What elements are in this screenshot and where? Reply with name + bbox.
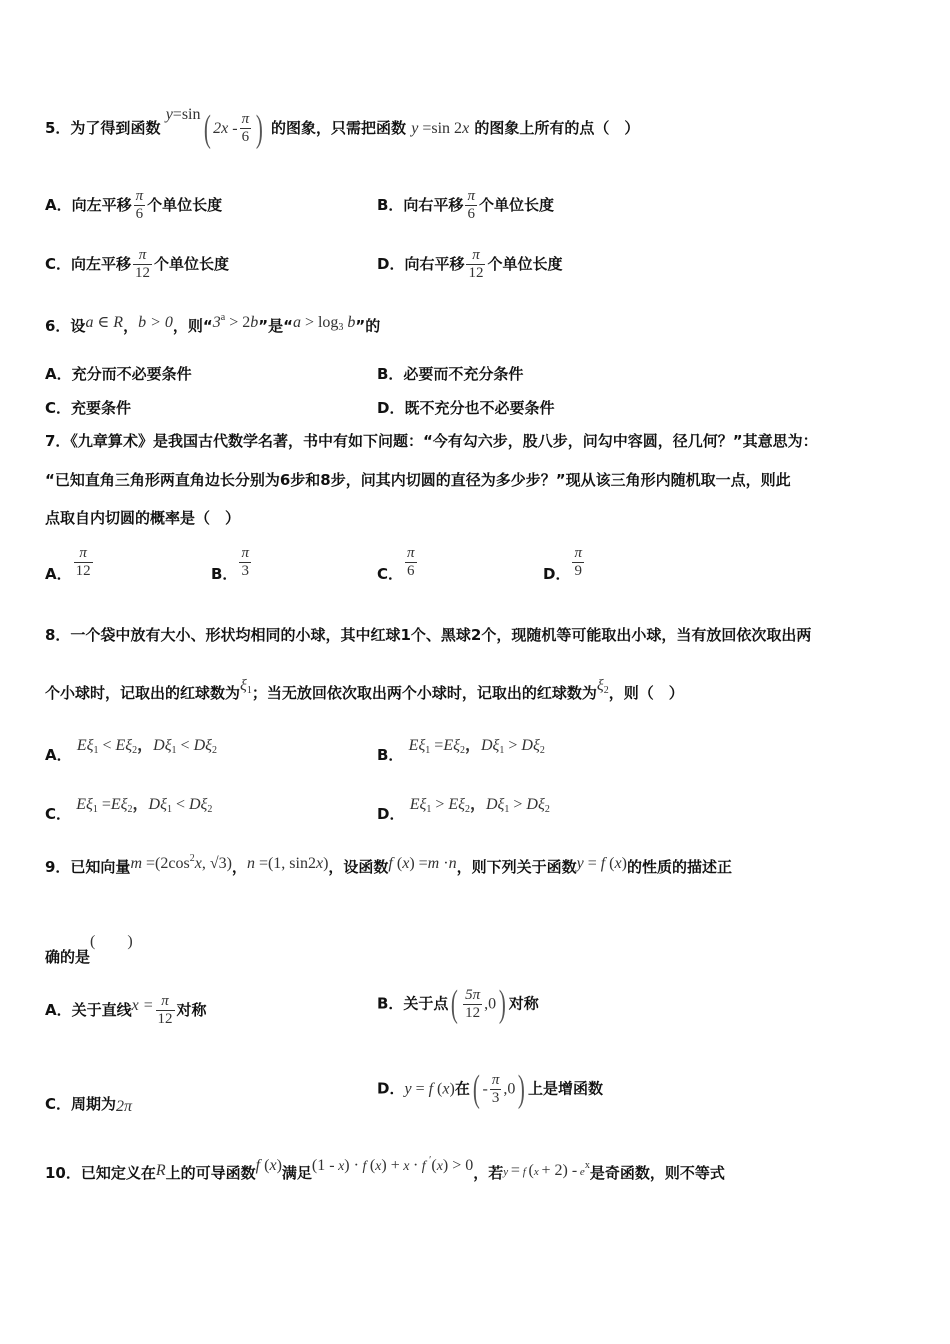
q6-stem: 6．设a ∈ R，b > 0，则“3$^a$ > 2b”是“$a > \log_3 b$”的 bbox=[45, 312, 381, 335]
q10-stem: 10．已知定义在R上的可导函数f (x)满足(1 - x) · f (x) + x · f ′(x) > 0，若$^{y = f (x + 2) - ex}$是奇函数，则不等式 bbox=[45, 1155, 725, 1182]
q9-d-expr: y = f (x) bbox=[404, 1080, 455, 1098]
q5-formula-y: y bbox=[165, 106, 173, 123]
q5-formula2: y =sin 2x bbox=[411, 120, 470, 137]
q9-d-rparen: ) bbox=[518, 1068, 526, 1110]
q9-f-def: f (x) =m ·n bbox=[388, 855, 457, 872]
q5-stem-text-b: 的图象，只需把函数 bbox=[271, 119, 407, 137]
q5-option-c[interactable]: C．向左平移 $\frac{\pi}{12}$ 个单位长度 bbox=[45, 247, 230, 281]
q5-option-d[interactable]: D．向右平移 $\frac{\pi}{12}$ 个单位长度 bbox=[377, 247, 563, 281]
q9-option-d[interactable]: D．y = f (x)在( - $\frac{\pi}{3}$ ,0) 上是增函数 bbox=[377, 1068, 603, 1110]
q9-c-val: 2π bbox=[116, 1098, 133, 1115]
q8-xi1: $\xi_1$ bbox=[240, 677, 252, 696]
q8-b-expr: $E\xi_1 =E\xi_2$，$D\xi_1 > D\xi_2$ bbox=[408, 737, 545, 756]
q10-fx: f (x) bbox=[255, 1157, 282, 1174]
q5-option-b[interactable]: B．向右平移 $\frac{\pi}{6}$ 个单位长度 bbox=[377, 188, 554, 222]
q5-a-frac: $\frac{\pi}{6}$ bbox=[135, 188, 144, 222]
q9-option-b[interactable]: B．关于点( $\frac{5\pi}{12}$ ,0) 对称 bbox=[377, 983, 539, 1025]
q9-m-vec: $m =(2\cos^2x$, √3) bbox=[130, 853, 232, 872]
q6-option-a[interactable]: A．充分而不必要条件 bbox=[45, 365, 192, 383]
q7-d-frac: $\frac{\pi}{9}$ bbox=[574, 545, 582, 579]
q7-a-frac: $\frac{\pi}{12}$ bbox=[75, 545, 91, 579]
q9-b-frac: $\frac{5\pi}{12}$ bbox=[465, 986, 481, 1021]
q9-a-frac: $\frac{\pi}{12}$ bbox=[157, 993, 173, 1027]
q6-cond1: 3$^a$ > 2b bbox=[212, 312, 259, 331]
q9-b-lparen: ( bbox=[451, 983, 459, 1025]
q7-b-frac: $\frac{\pi}{3}$ bbox=[241, 545, 249, 579]
q9-option-c[interactable]: C．周期为2π bbox=[45, 1095, 133, 1115]
q7-option-c[interactable]: C． $\frac{\pi}{6}$ bbox=[377, 545, 415, 583]
q6-a-in-r: a ∈ R bbox=[85, 314, 124, 331]
q9-stem: 9．已知向量$m =(2\cos^2x$, √3)，n =(1, sin2x)，设函数f (x) =m ·n，则下列关于函数y = f (x)的性质的描述正 bbox=[45, 853, 732, 876]
q8-option-b[interactable]: B． $E\xi_1 =E\xi_2$，$D\xi_1 > D\xi_2$ bbox=[377, 737, 545, 764]
q6-option-b[interactable]: B．必要而不充分条件 bbox=[377, 365, 524, 383]
q7-option-b[interactable]: B． $\frac{\pi}{3}$ bbox=[211, 545, 249, 583]
q5-right-paren: ) bbox=[255, 107, 263, 150]
q7-option-d[interactable]: D． $\frac{\pi}{9}$ bbox=[543, 545, 582, 583]
q9-blank: ( ) bbox=[90, 933, 133, 950]
q10-odd: y = f (x + 2) - ex bbox=[503, 1160, 590, 1179]
q7-line1: 7．《九章算术》是我国古代数学名著，书中有如下问题：“今有勾六步，股八步，问勾中容圆，径几何？”其意思为： bbox=[45, 432, 818, 450]
q8-a-expr: $E\xi_1 < E\xi_2$，$D\xi_1 < D\xi_2$ bbox=[76, 737, 217, 756]
q10-cond: (1 - x) · f (x) + x · f ′(x) > 0 bbox=[311, 1155, 474, 1174]
q5-frac-pi-6: $\frac{\pi}{6}$ bbox=[241, 111, 250, 145]
q8-xi2: $\xi_2$ bbox=[596, 677, 609, 696]
q5-stem bbox=[45, 106, 639, 148]
q5-b-frac: $\frac{\pi}{6}$ bbox=[467, 188, 475, 222]
q8-d-expr: $E\xi_1 > E\xi_2$，$D\xi_1 > D\xi_2$ bbox=[409, 796, 550, 815]
q5-left-paren: ( bbox=[203, 107, 211, 150]
q8-option-c[interactable]: C． $E\xi_1 =E\xi_2$，$D\xi_1 < D\xi_2$ bbox=[45, 796, 213, 823]
q5-option-a[interactable]: A．向左平移 $\frac{\pi}{6}$ 个单位长度 bbox=[45, 188, 223, 222]
q9-d-frac: $\frac{\pi}{3}$ bbox=[491, 1071, 500, 1106]
q9-d-lparen: ( bbox=[472, 1068, 480, 1110]
q9-n-vec: n =(1, sin2x) bbox=[246, 855, 329, 872]
q9-b-rparen: ) bbox=[498, 983, 506, 1025]
q5-formula-sin: =sin bbox=[172, 106, 201, 123]
q8-option-a[interactable]: A． $E\xi_1 < E\xi_2$，$D\xi_1 < D\xi_2$ bbox=[45, 737, 217, 764]
q9-option-a[interactable]: A．关于直线x = $\frac{\pi}{12}$ 对称 bbox=[45, 993, 207, 1027]
q7-c-frac: $\frac{\pi}{6}$ bbox=[407, 545, 415, 579]
q6-option-c[interactable]: C．充要条件 bbox=[45, 399, 132, 417]
q8-option-d[interactable]: D． $E\xi_1 > E\xi_2$，$D\xi_1 > D\xi_2$ bbox=[377, 796, 550, 823]
q6-cond2: $a > \log_3 b$ bbox=[292, 314, 356, 333]
q6-b-pos: b > 0 bbox=[138, 314, 173, 331]
q10-r: R bbox=[155, 1162, 166, 1179]
q5-formula-arg: 2x - bbox=[213, 120, 238, 137]
q5-d-frac: $\frac{\pi}{12}$ bbox=[468, 247, 484, 281]
q5-stem-text-c: 的图象上所有的点（ ） bbox=[474, 119, 640, 137]
q7-option-a[interactable]: A． $\frac{\pi}{12}$ bbox=[45, 545, 91, 583]
q8-c-expr: $E\xi_1 =E\xi_2$，$D\xi_1 < D\xi_2$ bbox=[76, 796, 213, 815]
q7-line2: “已知直角三角形两直角边长分别为6步和8步，问其内切圆的直径为多少步？”现从该三角形内随机取一点，则此 bbox=[45, 471, 791, 489]
q9-y-f: y = f (x) bbox=[576, 855, 627, 872]
q9-a-x: x = bbox=[131, 997, 154, 1014]
q9-line2: 确的是( ) bbox=[45, 933, 133, 966]
q8-line1: 8．一个袋中放有大小、形状均相同的小球，其中红球1个、黑球2个，现随机等可能取出小球，当有放回依次取出两 bbox=[45, 626, 812, 644]
q5-c-frac: $\frac{\pi}{12}$ bbox=[135, 247, 151, 281]
q6-option-d[interactable]: D．既不充分也不必要条件 bbox=[377, 399, 555, 417]
q5-stem-text-a: 5．为了得到函数 bbox=[45, 119, 161, 137]
q7-line3: 点取自内切圆的概率是（ ） bbox=[45, 509, 241, 527]
q8-line2: 个小球时，记取出的红球数为$\xi_1$；当无放回依次取出两个小球时，记取出的红球数为$\xi_2$，则（ ） bbox=[45, 677, 684, 702]
